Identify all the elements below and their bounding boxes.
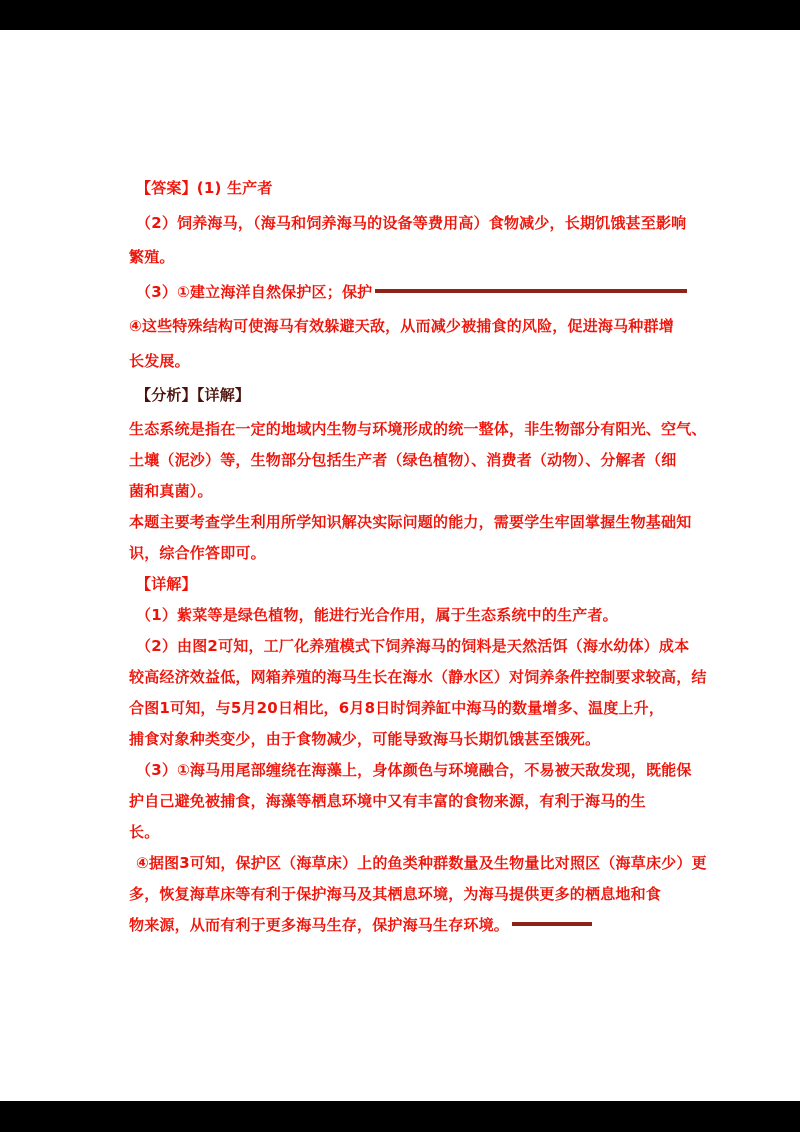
text-line-content: 本题主要考查学生利用所学知识解决实际问题的能力，需要学生牢固掌握生物基础知	[129, 512, 692, 531]
text-line	[129, 698, 681, 729]
letterbox-top	[0, 0, 800, 30]
text-line	[129, 481, 681, 512]
text-line	[129, 760, 692, 791]
text-line	[129, 574, 681, 605]
text-line	[129, 884, 681, 915]
text-line	[129, 636, 690, 667]
text-line-content: 较高经济效益低，网箱养殖的海马生长在海水（静水区）对饲养条件控制要求较高，结	[129, 667, 707, 686]
text-line-content: ④据图3可知，保护区（海草床）上的鱼类种群数量及生物量比对照区（海草床少）更	[136, 853, 707, 872]
text-line-content: （3）①建立海洋自然保护区；保护	[136, 282, 373, 301]
text-line-content: （3）①海马用尾部缠绕在海藻上，身体颜色与环境融合，不易被天敌发现，既能保	[136, 760, 692, 779]
text-line-content: 捕食对象种类变少，由于食物减少，可能导致海马长期饥饿甚至饿死。	[129, 729, 601, 748]
answer-underline	[375, 289, 687, 293]
text-line-content: ④这些特殊结构可使海马有效躲避天敌，从而减少被捕食的风险，促进海马种群增	[129, 317, 674, 335]
text-line	[129, 350, 681, 385]
letterbox-bottom	[0, 1101, 800, 1132]
text-line-content: （1）紫菜等是绿色植物，能进行光合作用，属于生态系统中的生产者。	[136, 605, 618, 624]
text-line	[129, 729, 681, 760]
text-line	[129, 791, 681, 822]
text-line	[129, 605, 681, 636]
text-line-content: （2）由图2可知，工厂化养殖模式下饲养海马的饲料是天然活饵（海水幼体）成本	[136, 636, 690, 655]
text-line-content: 【答案】(1) 生产者	[136, 179, 273, 197]
text-line	[129, 212, 687, 247]
text-line-content: 护自己避免被捕食，海藻等栖息环境中又有丰富的食物来源，有利于海马的生	[129, 791, 646, 810]
text-line-content: 物来源，从而有利于更多海马生存，保护海马生存环境。	[129, 915, 510, 934]
text-line	[129, 246, 681, 281]
document-page	[0, 30, 800, 1101]
text-line	[129, 450, 681, 481]
text-line	[129, 315, 681, 350]
text-line-content: 菌和真菌）。	[129, 481, 213, 500]
text-line	[129, 384, 681, 419]
text-line	[129, 667, 707, 698]
text-line	[129, 822, 681, 853]
text-line	[129, 915, 681, 946]
text-line-content: 【分析】【详解】	[136, 386, 251, 404]
text-line	[129, 419, 707, 450]
text-line-content: 繁殖。	[129, 248, 175, 266]
text-line-content: 合图1可知，与5月20日相比，6月8日时饲养缸中海马的数量增多、温度上升，	[129, 698, 665, 717]
text-line	[129, 543, 681, 574]
text-line	[129, 281, 681, 316]
text-line-content: 识，综合作答即可。	[129, 543, 266, 562]
text-line-content: 长发展。	[129, 351, 190, 370]
text-line-content: 土壤（泥沙）等，生物部分包括生产者（绿色植物）、消费者（动物）、分解者（细	[129, 450, 677, 469]
text-line-content: 长。	[129, 822, 160, 841]
answer-underline	[512, 922, 592, 926]
answer-text-block	[129, 177, 707, 946]
text-line	[129, 177, 681, 212]
text-line-content: （2）饲养海马，（海马和饲养海马的设备等费用高）食物减少，长期饥饿甚至影响	[136, 213, 687, 232]
text-line-content: 【详解】	[136, 574, 197, 593]
text-line	[129, 512, 692, 543]
text-line-content: 多，恢复海草床等有利于保护海马及其栖息环境，为海马提供更多的栖息地和食	[129, 884, 662, 903]
text-line	[129, 853, 707, 884]
text-line-content: 生态系统是指在一定的地域内生物与环境形成的统一整体，非生物部分有阳光、空气、	[129, 419, 707, 438]
